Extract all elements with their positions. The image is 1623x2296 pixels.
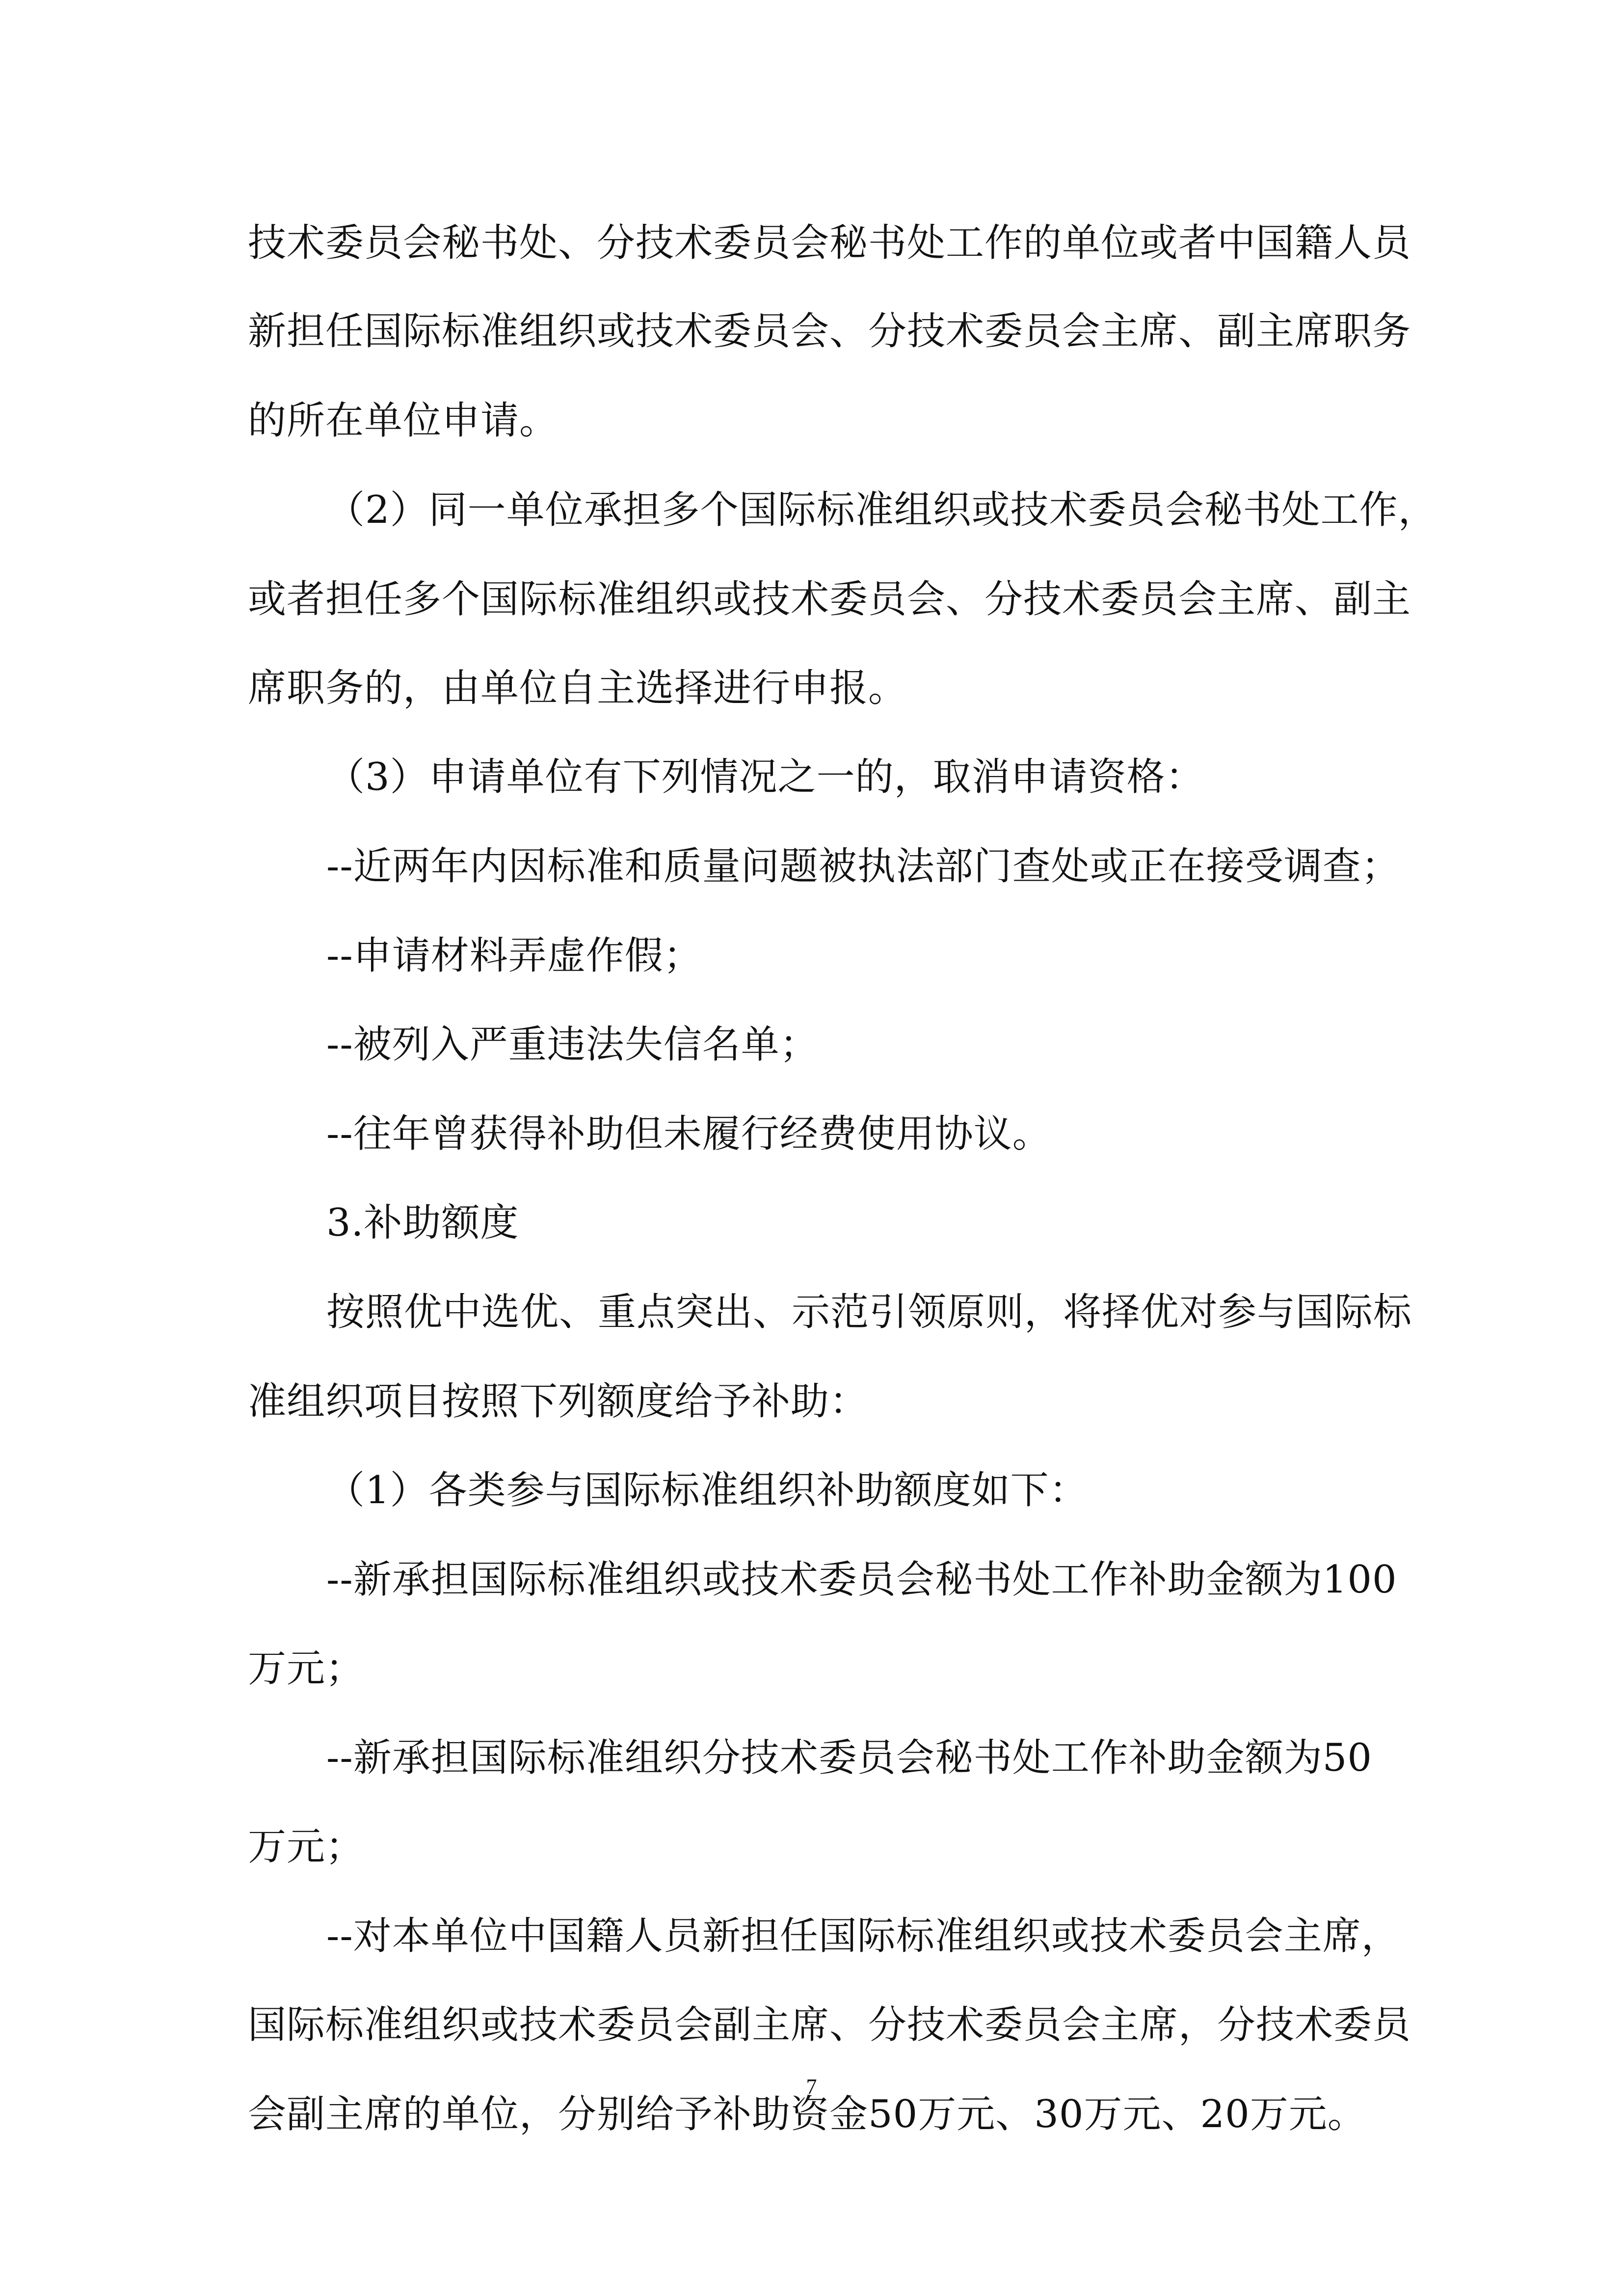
text-line: 的所在单位申请。 <box>248 399 559 443</box>
page-number: 7 <box>806 2075 817 2099</box>
section-heading: 3.补助额度 <box>326 1201 519 1245</box>
text-line: 或者担任多个国际标准组织或技术委员会、分技术委员会主席、副主 <box>248 577 1411 621</box>
text-line: （2）同一单位承担多个国际标准组织或技术委员会秘书处工作， <box>326 488 1437 532</box>
text-line: --往年曾获得补助但未履行经费使用协议。 <box>326 1112 1051 1156</box>
text-line: 万元； <box>248 1647 365 1691</box>
text-line: 技术委员会秘书处、分技术委员会秘书处工作的单位或者中国籍人员 <box>248 221 1411 265</box>
text-line: （1）各类参与国际标准组织补助额度如下： <box>326 1468 1088 1513</box>
text-line: --被列入严重违法失信名单； <box>326 1023 819 1067</box>
text-line: （3）申请单位有下列情况之一的，取消申请资格： <box>326 755 1204 799</box>
text-line: --新承担国际标准组织分技术委员会秘书处工作补助金额为50 <box>326 1736 1372 1780</box>
text-line: --对本单位中国籍人员新担任国际标准组织或技术委员会主席， <box>326 1914 1400 1958</box>
text-line: 万元； <box>248 1825 365 1869</box>
text-line: 准组织项目按照下列额度给予补助： <box>248 1379 869 1424</box>
text-line: --近两年内因标准和质量问题被执法部门查处或正在接受调查； <box>326 844 1400 889</box>
text-line: 按照优中选优、重点突出、示范引领原则，将择优对参与国际标 <box>326 1290 1412 1334</box>
text-line: --申请材料弄虚作假； <box>326 934 702 978</box>
text-line: 会副主席的单位，分别给予补助资金50万元、30万元、20万元。 <box>248 2092 1366 2136</box>
text-line: --新承担国际标准组织或技术委员会秘书处工作补助金额为100 <box>326 1558 1397 1602</box>
text-line: 席职务的，由单位自主选择进行申报。 <box>248 666 907 710</box>
text-line: 新担任国际标准组织或技术委员会、分技术委员会主席、副主席职务 <box>248 309 1411 353</box>
text-line: 国际标准组织或技术委员会副主席、分技术委员会主席，分技术委员 <box>248 2003 1411 2047</box>
